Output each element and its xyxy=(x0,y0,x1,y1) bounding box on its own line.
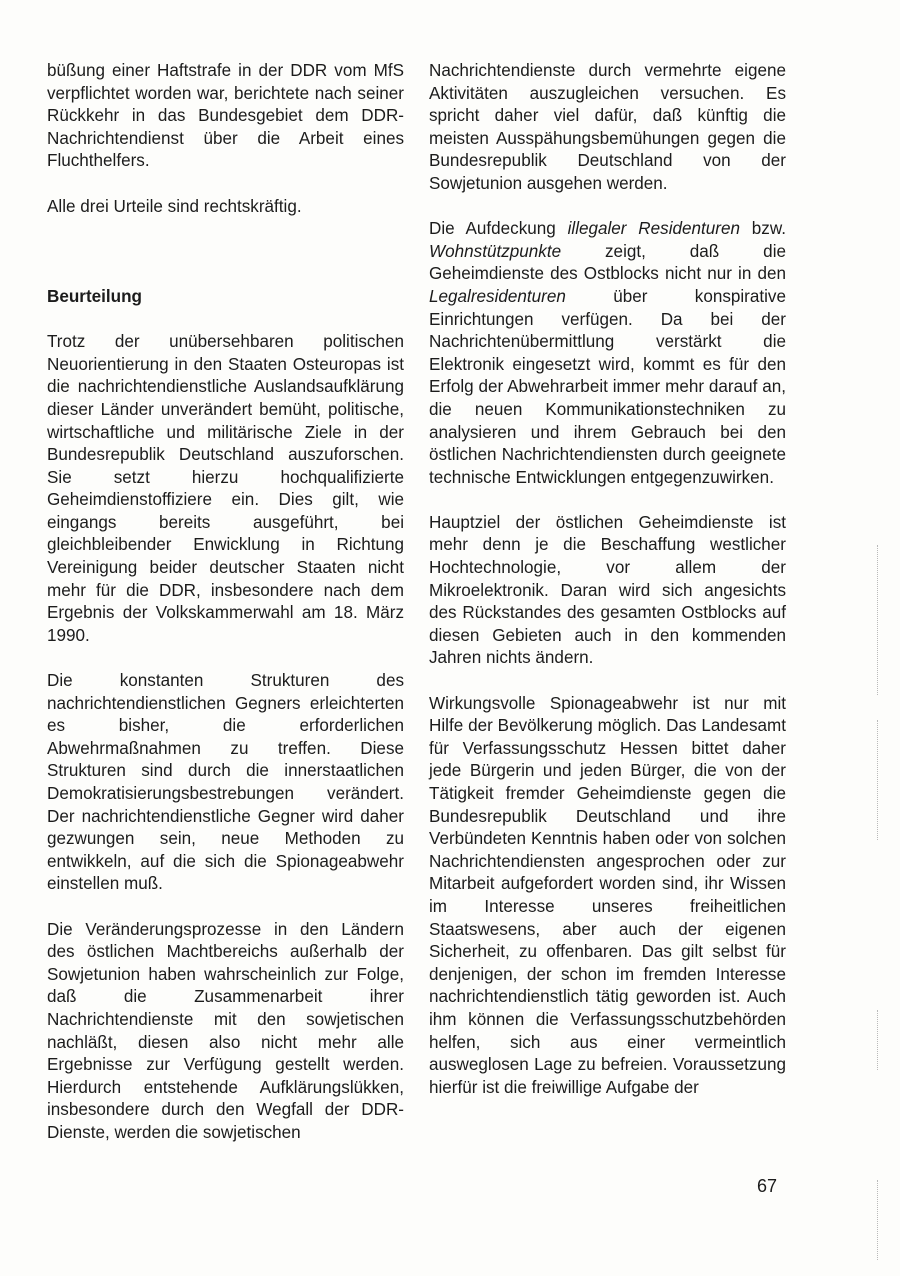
paragraph-spionageabwehr: Wirkungsvolle Spionageabwehr ist nur mit Hilfe der Bevölkerung möglich. Das Landesamt für Verfassungsschutz Hessen bittet daher jede Bürgerin und jeden Bürger, die von der Tätigkeit fremder Geheimdienste gegen die Bundesrepublik Deutschland und ihre Verbündeten Kenntnis haben oder von solchen Nachrichtendiensten angesprochen oder zur Mitarbeit aufgefordert worden sind, ihr Wissen im Interesse unseres freiheitlichen Staatswesens, aber auch der eigenen Sicherheit, zu offenbaren. Das gilt selbst für denjenigen, der schon im fremden Interesse nachrichtendienstlich tätig geworden ist. Auch ihm können die Verfassungsschutzbehörden helfen, sich aus einer vermeintlich ausweglosen Lage zu befreien. Voraussetzung hierfür ist die freiwillige Aufgabe der xyxy=(429,693,786,1097)
page-number: 67 xyxy=(757,1176,778,1196)
paragraph-urteile: Alle drei Urteile sind rechtskräftig. xyxy=(47,196,302,216)
scan-edge-mark xyxy=(877,1010,879,1070)
term-wohnstuetzpunkte: Wohnstützpunkte xyxy=(429,241,562,261)
paragraph-haftstrafe: büßung einer Haftstrafe in der DDR vom MfS verpflichtet worden war, berichtete nach seiner Rückkehr in das Bundesgebiet dem DDR-Nachrichtendienst über die Arbeit eines Fluchthelfers. xyxy=(47,61,404,171)
left-column xyxy=(47,60,404,1145)
paragraph-strukturen: Die konstanten Strukturen des nachrichtendienstlichen Gegners erleichterten es bisher, die erforderlichen Abwehrmaßnahmen zu treffen. Diese Strukturen sind durch die innerstaatlichen Demokratisierungsbestrebungen verändert. Der nachrichtendienstliche Gegner wird daher gezwungen sein, neue Methoden zu entwikkeln, auf die sich die Spionageabwehr einstellen muß. xyxy=(47,671,404,894)
text-fragment: Die Aufdeckung xyxy=(429,219,568,239)
paragraph-neuorientierung: Trotz der unübersehbaren politischen Neuorientierung in den Staaten Osteuropas ist die nachrichtendienstliche Auslandsaufklärung dieser Länder unverändert bemüht, politische, wirtschaftliche und militärische Ziele in der Bundesrepublik Deutschland auszuforschen. Sie setzt hierzu hochqualifizierte Geheimdienstoffiziere ein. Dies gilt, wie eingangs bereits ausgeführt, bei gleichbleibender Enwicklung in Richtung Vereinigung beider deutscher Staaten nicht mehr für die DDR, insbesondere nach dem Ergebnis der Volkskammerwahl am 18. März 1990. xyxy=(47,332,404,645)
text-fragment: zeigt, daß die Geheimdienste des Ostblocks nicht nur in den xyxy=(429,241,786,284)
paragraph-sowjetunion: Nachrichtendienste durch vermehrte eigene Aktivitäten auszugleichen versuchen. Es spricht daher viel dafür, daß künftig die meisten Ausspähungsbemühungen gegen die Bundesrepublik Deutschland von der Sowjetunion ausgehen werden. xyxy=(429,61,786,193)
term-legalresidenturen: Legalresidenturen xyxy=(429,286,566,306)
paragraph-hochtechnologie: Hauptziel der östlichen Geheimdienste ist mehr denn je die Beschaffung westlicher Hochtechnologie, vor allem der Mikroelektronik. Daran wird sich angesichts des Rückstandes des gesamten Ostblocks auf diesen Gebieten auch in den kommenden Jahren nichts ändern. xyxy=(429,512,786,668)
right-column xyxy=(429,60,786,1099)
scan-edge-mark xyxy=(877,545,879,695)
paragraph-residenturen xyxy=(429,218,786,489)
scan-edge-mark xyxy=(877,1180,879,1260)
text-fragment: bzw. xyxy=(739,219,786,239)
section-heading-beurteilung: Beurteilung xyxy=(47,286,142,306)
paragraph-veraenderungsprozesse: Die Veränderungsprozesse in den Ländern des östlichen Machtbereichs außerhalb der Sowjetunion haben wahrscheinlich zur Folge, daß die Zusammenarbeit ihrer Nachrichtendienste mit den sowjetischen nachläßt, diesen also nicht mehr alle Ergebnisse zur Verfügung gestellt werden. Hierdurch entstehende Aufklärungslükken, insbesondere durch den Wegfall der DDR-Dienste, werden die sowjetischen xyxy=(47,919,404,1142)
term-illegale-residenturen: illegaler Residenturen xyxy=(567,219,740,239)
scan-edge-mark xyxy=(877,720,879,840)
text-fragment: über konspirative Einrichtungen verfügen. Da bei der Nachrichtenübermittlung verstärkt die Elektronik eingesetzt wird, kommt es für den Erfolg der Abwehrarbeit immer mehr darauf an, die neuen Kommunikationstechniken zu analysieren und ihrem Gebrauch bei den östlichen Nachrichtendiensten durch geeignete technische Entwicklungen entgegenzuwirken. xyxy=(429,286,786,487)
